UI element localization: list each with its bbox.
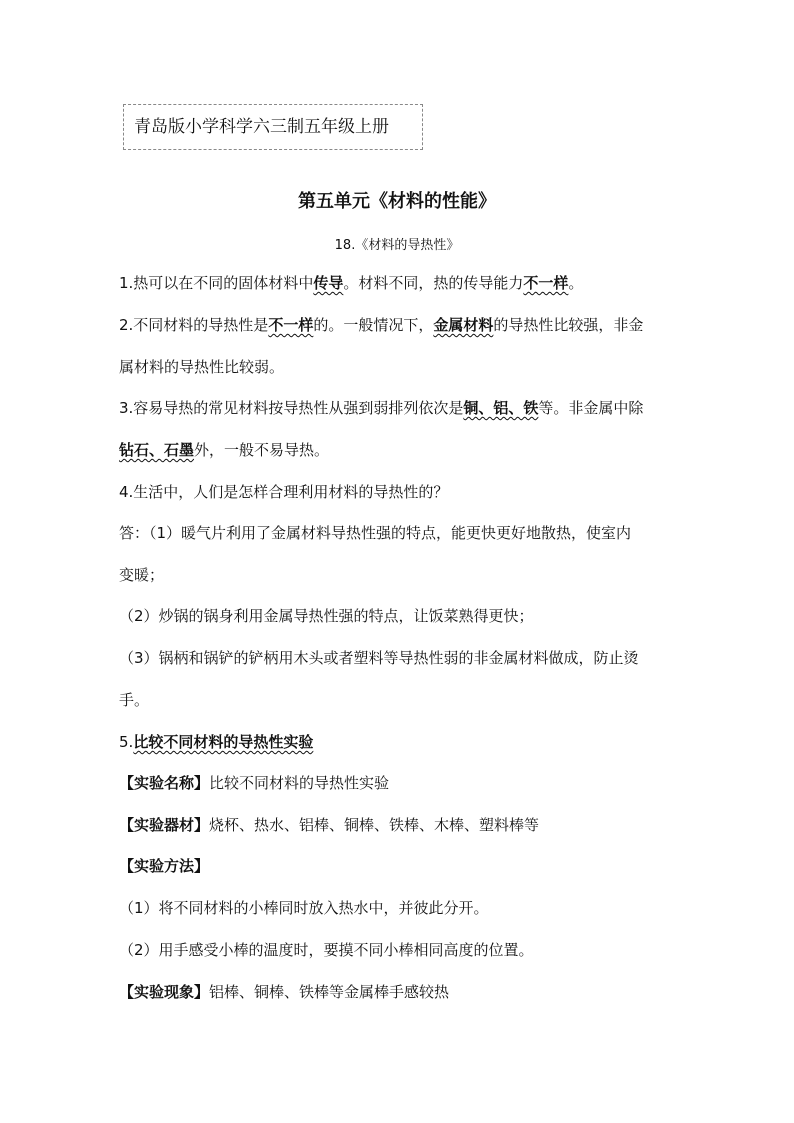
text: 。材料不同，热的传导能力 <box>343 274 524 292</box>
text: 比较不同材料的导热性实验 <box>209 774 390 792</box>
experiment-equipment <box>119 814 719 836</box>
text: 2.不同材料的导热性是 <box>119 316 269 334</box>
key-term: 传导 <box>313 274 344 292</box>
text: 等。非金属中除 <box>538 399 644 417</box>
method-step-2: （2）用手感受小棒的温度时，要摸不同小棒相同高度的位置。 <box>119 941 534 959</box>
header-box: 青岛版小学科学六三制五年级上册 <box>123 104 423 150</box>
experiment-name <box>119 772 719 794</box>
question-4: 4.生活中，人们是怎样合理利用材料的导热性的？ <box>119 483 449 501</box>
key-term: 钻石、石墨 <box>119 441 195 459</box>
label-tag: 【实验现象】 <box>119 983 210 1001</box>
text: 1.热可以在不同的固体材料中 <box>119 274 314 292</box>
label-tag: 【实验器材】 <box>119 816 210 834</box>
text: 的。一般情况下， <box>313 316 434 334</box>
text: 烧杯、热水、铝棒、铜棒、铁棒、木棒、塑料棒等 <box>209 816 540 834</box>
paragraph-3-line-2 <box>119 439 719 461</box>
answer-3-line-2: 手。 <box>119 691 150 709</box>
section-number: 5. <box>119 733 134 751</box>
answer-2: （2）炒锅的锅身利用金属导热性强的特点，让饭菜熟得更快； <box>119 607 534 625</box>
text: 外，一般不易导热。 <box>194 441 330 459</box>
paragraph-1 <box>119 272 719 294</box>
paragraph-2-line-1 <box>119 314 719 336</box>
key-term: 金属材料 <box>433 316 494 334</box>
answer-1-line-1: 答：（1）暖气片利用了金属材料导热性强的特点，能更快更好地散热，使室内 <box>119 524 632 542</box>
experiment-method-heading <box>119 855 719 877</box>
text: 铝棒、铜棒、铁棒等金属棒手感较热 <box>209 983 450 1001</box>
text: 。 <box>568 274 584 292</box>
section-title: 比较不同材料的导热性实验 <box>133 733 314 751</box>
method-step-1: （1）将不同材料的小棒同时放入热水中，并彼此分开。 <box>119 899 489 917</box>
key-term: 不一样 <box>523 274 569 292</box>
key-term: 铜、铝、铁 <box>463 399 539 417</box>
experiment-phenomenon <box>119 981 719 1003</box>
lesson-title: 18.《材料的导热性》 <box>334 238 460 253</box>
paragraph-3-line-1 <box>119 397 719 419</box>
label-tag: 【实验名称】 <box>119 774 210 792</box>
label-tag: 【实验方法】 <box>119 857 210 875</box>
key-term: 不一样 <box>268 316 314 334</box>
answer-1-line-2: 变暖； <box>119 566 165 584</box>
answer-3-line-1: （3）锅柄和锅铲的铲柄用木头或者塑料等导热性弱的非金属材料做成，防止烫 <box>119 649 639 667</box>
paragraph-2-line-2: 属材料的导热性比较弱。 <box>119 358 285 376</box>
text: 3.容易导热的常见材料按导热性从强到弱排列依次是 <box>119 399 464 417</box>
section-5-heading <box>119 731 719 753</box>
unit-title: 第五单元《材料的性能》 <box>298 191 496 212</box>
text: 的导热性比较强，非金 <box>493 316 644 334</box>
